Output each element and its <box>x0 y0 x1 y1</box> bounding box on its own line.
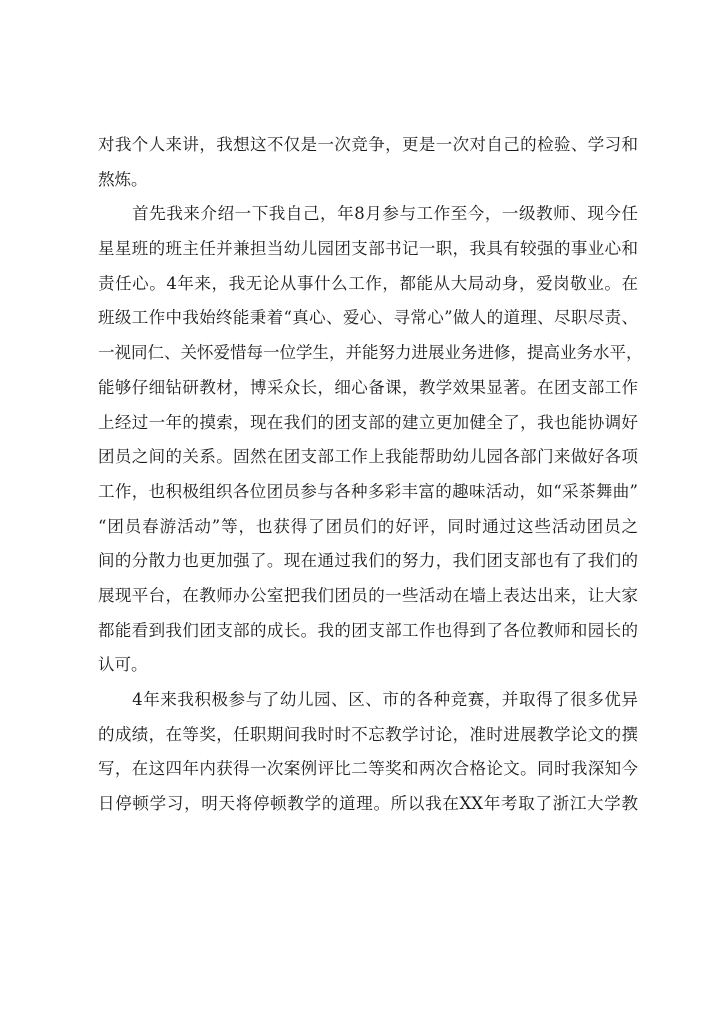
text-line: 班级工作中我始终能秉着“真心、爱心、寻常心”做人的道理、尽职尽责、 <box>98 308 638 328</box>
text-line: 上经过一年的摸索，现在我们的团支部的建立更加健全了，我也能协调好 <box>98 412 638 432</box>
text-line: 认可。 <box>98 655 148 675</box>
text-line: 展现平台，在教师办公室把我们团员的一些活动在墙上表达出来，让大家 <box>98 585 638 605</box>
text-line: 熬炼。 <box>98 169 148 189</box>
body-text <box>98 128 643 822</box>
text-line: 团员之间的关系。固然在团支部工作上我能帮助幼儿园各部门来做好各项 <box>98 447 638 467</box>
text-line: 对我个人来讲，我想这不仅是一次竞争，更是一次对自己的检验、学习和 <box>98 135 638 154</box>
text-line: 星星班的班主任并兼担当幼儿园团支部书记一职，我具有较强的事业心和 <box>98 239 638 259</box>
text-line: 4年来我积极参与了幼儿园、区、市的各种竞赛，并取得了很多优异 <box>98 690 638 709</box>
text-line: “团员春游活动”等，也获得了团员们的好评，同时通过这些活动团员之 <box>98 516 638 536</box>
text-line: 能够仔细钻研教材，博采众长，细心备课，教学效果显著。在团支部工作 <box>98 377 638 397</box>
text-line: 的成绩，在等奖，任职期间我时时不忘教学讨论，准时进展教学论文的撰 <box>98 724 638 744</box>
text-line: 写，在这四年内获得一次案例评比二等奖和两次合格论文。同时我深知今 <box>98 759 638 779</box>
text-line: 首先我来介绍一下我自己，年8月参与工作至今，一级教师、现今任 <box>98 204 638 224</box>
text-line: 日停顿学习，明天将停顿教学的道理。所以我在XX年考取了浙江大学教 <box>98 794 638 814</box>
text-line: 都能看到我们团支部的成长。我的团支部工作也得到了各位教师和园长的 <box>98 620 638 640</box>
text-line: 责任心。4年来，我无论从事什么工作，都能从大局动身，爱岗敬业。在 <box>98 273 638 293</box>
text-line: 一视同仁、关怀爱惜每一位学生，并能努力进展业务进修，提高业务水平， <box>98 343 643 363</box>
text-line: 间的分散力也更加强了。现在通过我们的努力，我们团支部也有了我们的 <box>98 551 638 571</box>
text-line: 工作，也积极组织各位团员参与各种多彩丰富的趣味活动，如“采茶舞曲” <box>98 481 638 501</box>
